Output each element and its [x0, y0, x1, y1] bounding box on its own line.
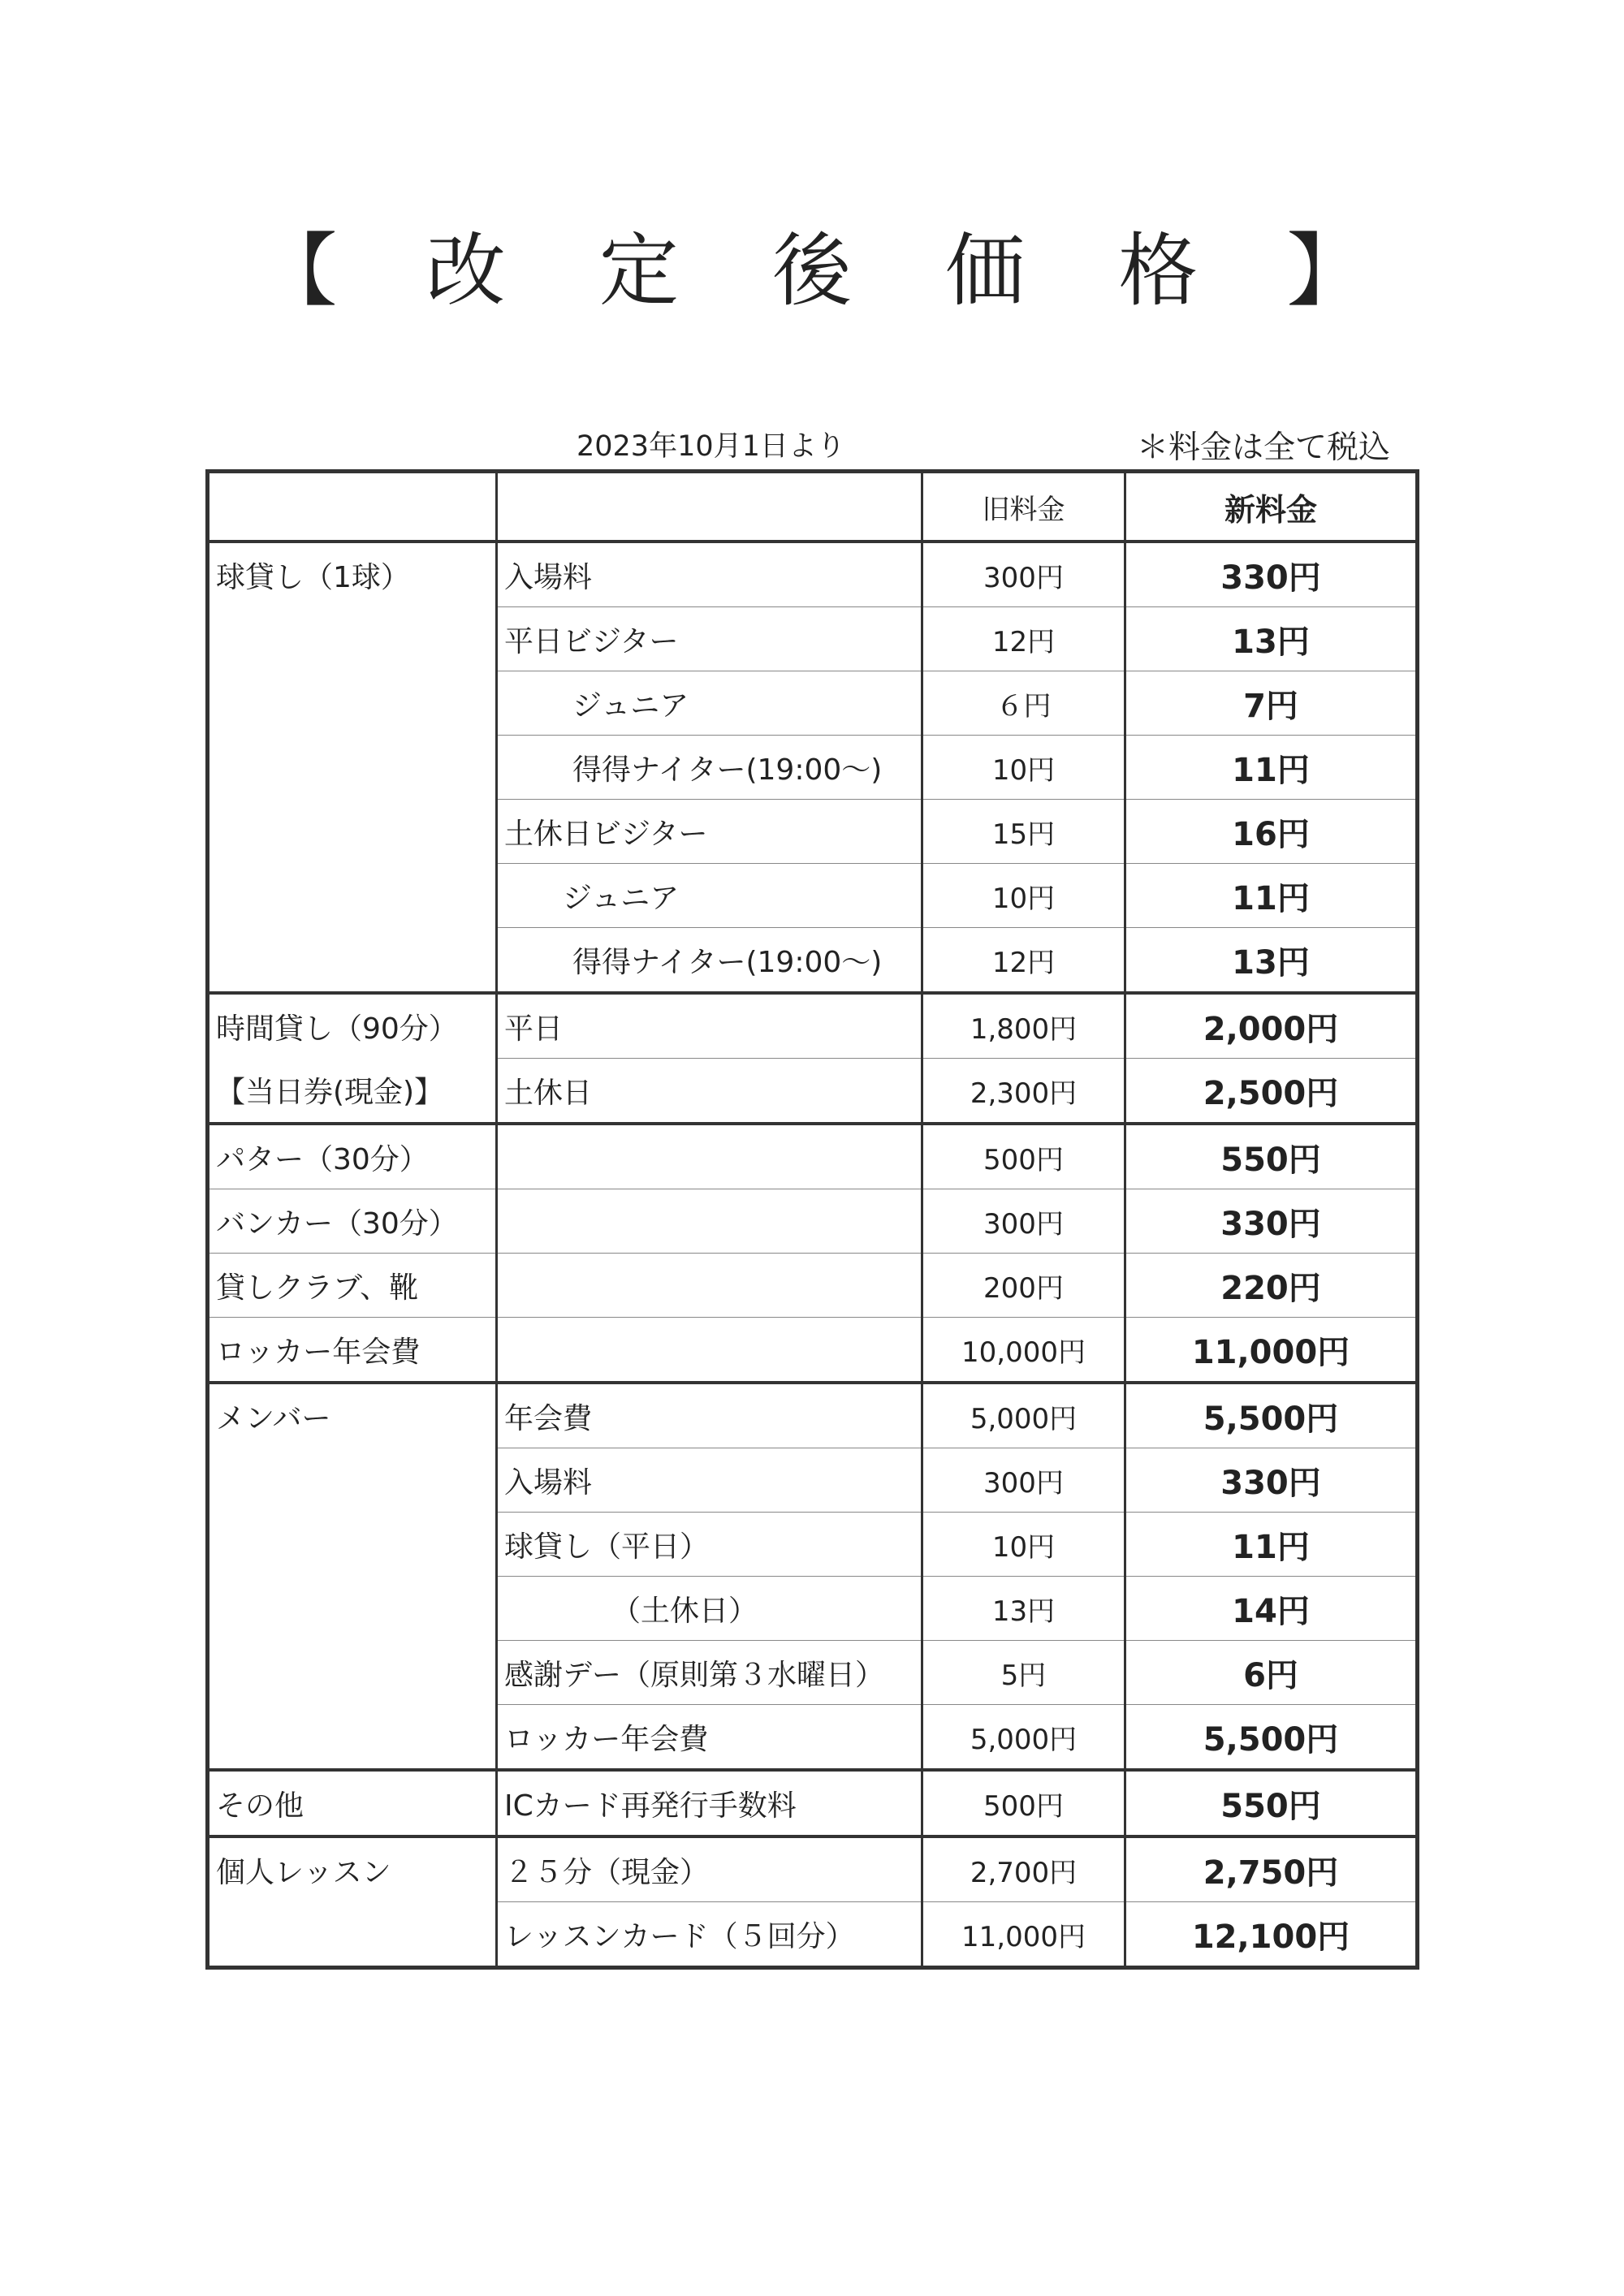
category-cell: その他 [208, 1770, 497, 1836]
old-price-cell: 300円 [922, 1189, 1125, 1254]
item-cell: 得得ナイター(19:00～) [497, 928, 922, 994]
category-cell: パター（30分） [208, 1124, 497, 1189]
old-price-cell: 5,000円 [922, 1705, 1125, 1771]
price-table [205, 469, 1419, 1970]
old-price-cell: ６円 [922, 671, 1125, 736]
tax-note: ＊料金は全て税込 [1137, 429, 1391, 466]
old-price-cell: 15円 [922, 800, 1125, 864]
new-price-cell: 2,000円 [1125, 993, 1418, 1059]
table-header-row [208, 472, 1418, 542]
category-cell: バンカー（30分） [208, 1189, 497, 1254]
category-cell [208, 736, 497, 800]
effective-date: 2023年10月1日より [577, 430, 845, 463]
table-row [208, 1383, 1418, 1448]
title-char: 改 [425, 225, 506, 317]
header-category-cell [208, 472, 497, 542]
title-char: 後 [771, 225, 852, 317]
table-row [208, 800, 1418, 864]
old-price-cell: 11,000円 [922, 1902, 1125, 1968]
old-price-cell: 5,000円 [922, 1383, 1125, 1448]
table-row [208, 1836, 1418, 1902]
old-price-cell: 500円 [922, 1770, 1125, 1836]
item-cell: ２５分（現金） [497, 1836, 922, 1902]
item-cell: 年会費 [497, 1383, 922, 1448]
table-row [208, 1705, 1418, 1771]
table-row [208, 607, 1418, 671]
old-price-cell: 12円 [922, 607, 1125, 671]
category-cell [208, 1513, 497, 1577]
title-char: 定 [598, 225, 679, 317]
old-price-cell: 13円 [922, 1577, 1125, 1641]
category-cell [208, 864, 497, 928]
new-price-cell: 330円 [1125, 1448, 1418, 1513]
old-price-cell: 10,000円 [922, 1318, 1125, 1383]
item-cell: 入場料 [497, 542, 922, 607]
item-cell: 感謝デー（原則第３水曜日） [497, 1641, 922, 1705]
new-price-cell: 7円 [1125, 671, 1418, 736]
item-cell: 平日 [497, 993, 922, 1059]
item-cell: ジュニア [497, 864, 922, 928]
header-item-cell [497, 472, 922, 542]
item-cell: 入場料 [497, 1448, 922, 1513]
new-price-cell: 11,000円 [1125, 1318, 1418, 1383]
table-row [208, 1770, 1418, 1836]
table-row [208, 1124, 1418, 1189]
old-price-cell: 5円 [922, 1641, 1125, 1705]
page-title [0, 207, 1624, 322]
category-cell [208, 607, 497, 671]
category-cell [208, 671, 497, 736]
new-price-cell: 5,500円 [1125, 1383, 1418, 1448]
table-row [208, 1448, 1418, 1513]
table-row [208, 1189, 1418, 1254]
new-price-cell: 6円 [1125, 1641, 1418, 1705]
category-cell [208, 1641, 497, 1705]
item-cell: レッスンカード（５回分） [497, 1902, 922, 1968]
old-price-cell: 10円 [922, 864, 1125, 928]
old-price-cell: 300円 [922, 542, 1125, 607]
old-price-cell: 200円 [922, 1254, 1125, 1318]
item-cell: ロッカー年会費 [497, 1705, 922, 1771]
new-price-cell: 11円 [1125, 736, 1418, 800]
new-price-cell: 550円 [1125, 1124, 1418, 1189]
old-price-cell: 2,300円 [922, 1059, 1125, 1124]
new-price-cell: 12,100円 [1125, 1902, 1418, 1968]
title-char: 価 [945, 225, 1026, 317]
item-cell: 土休日 [497, 1059, 922, 1124]
category-cell: 貸しクラブ、靴 [208, 1254, 497, 1318]
table-row [208, 1513, 1418, 1577]
old-price-cell: 10円 [922, 1513, 1125, 1577]
new-price-cell: 330円 [1125, 1189, 1418, 1254]
new-price-cell: 16円 [1125, 800, 1418, 864]
category-cell [208, 1577, 497, 1641]
new-price-cell: 330円 [1125, 542, 1418, 607]
old-price-cell: 1,800円 [922, 993, 1125, 1059]
old-price-cell: 2,700円 [922, 1836, 1125, 1902]
category-cell [208, 1448, 497, 1513]
item-cell: 得得ナイター(19:00～) [497, 736, 922, 800]
new-price-cell: 11円 [1125, 1513, 1418, 1577]
category-cell: 【当日券(現金)】 [208, 1059, 497, 1124]
category-cell [208, 1902, 497, 1968]
table-row [208, 993, 1418, 1059]
table-row [208, 1059, 1418, 1124]
old-price-cell: 500円 [922, 1124, 1125, 1189]
table-row [208, 864, 1418, 928]
category-cell: 時間貸し（90分） [208, 993, 497, 1059]
table-row [208, 1254, 1418, 1318]
title-close-bracket: 】 [1286, 225, 1367, 317]
old-price-cell: 300円 [922, 1448, 1125, 1513]
header-old-price: 旧料金 [922, 472, 1125, 542]
table-row [208, 1318, 1418, 1383]
item-cell: 球貸し（平日） [497, 1513, 922, 1577]
new-price-cell: 11円 [1125, 864, 1418, 928]
new-price-cell: 14円 [1125, 1577, 1418, 1641]
new-price-cell: 550円 [1125, 1770, 1418, 1836]
item-cell [497, 1318, 922, 1383]
new-price-cell: 13円 [1125, 607, 1418, 671]
new-price-cell: 2,750円 [1125, 1836, 1418, 1902]
table-row [208, 1902, 1418, 1968]
new-price-cell: 5,500円 [1125, 1705, 1418, 1771]
old-price-cell: 12円 [922, 928, 1125, 994]
table-row [208, 928, 1418, 994]
category-cell: メンバー [208, 1383, 497, 1448]
category-cell [208, 1705, 497, 1771]
table-row [208, 1577, 1418, 1641]
title-open-bracket: 【 [257, 225, 338, 317]
table-row [208, 1641, 1418, 1705]
old-price-cell: 10円 [922, 736, 1125, 800]
new-price-cell: 13円 [1125, 928, 1418, 994]
category-cell [208, 800, 497, 864]
title-char: 格 [1118, 225, 1199, 317]
table-row [208, 542, 1418, 607]
item-cell [497, 1254, 922, 1318]
table-row [208, 671, 1418, 736]
item-cell: （土休日） [497, 1577, 922, 1641]
new-price-cell: 2,500円 [1125, 1059, 1418, 1124]
item-cell: ジュニア [497, 671, 922, 736]
item-cell: 平日ビジター [497, 607, 922, 671]
category-cell: ロッカー年会費 [208, 1318, 497, 1383]
category-cell: 個人レッスン [208, 1836, 497, 1902]
item-cell: ICカード再発行手数料 [497, 1770, 922, 1836]
new-price-cell: 220円 [1125, 1254, 1418, 1318]
category-cell [208, 928, 497, 994]
header-new-price: 新料金 [1125, 472, 1418, 542]
table-row [208, 736, 1418, 800]
item-cell [497, 1189, 922, 1254]
item-cell [497, 1124, 922, 1189]
item-cell: 土休日ビジター [497, 800, 922, 864]
category-cell: 球貸し（1球） [208, 542, 497, 607]
